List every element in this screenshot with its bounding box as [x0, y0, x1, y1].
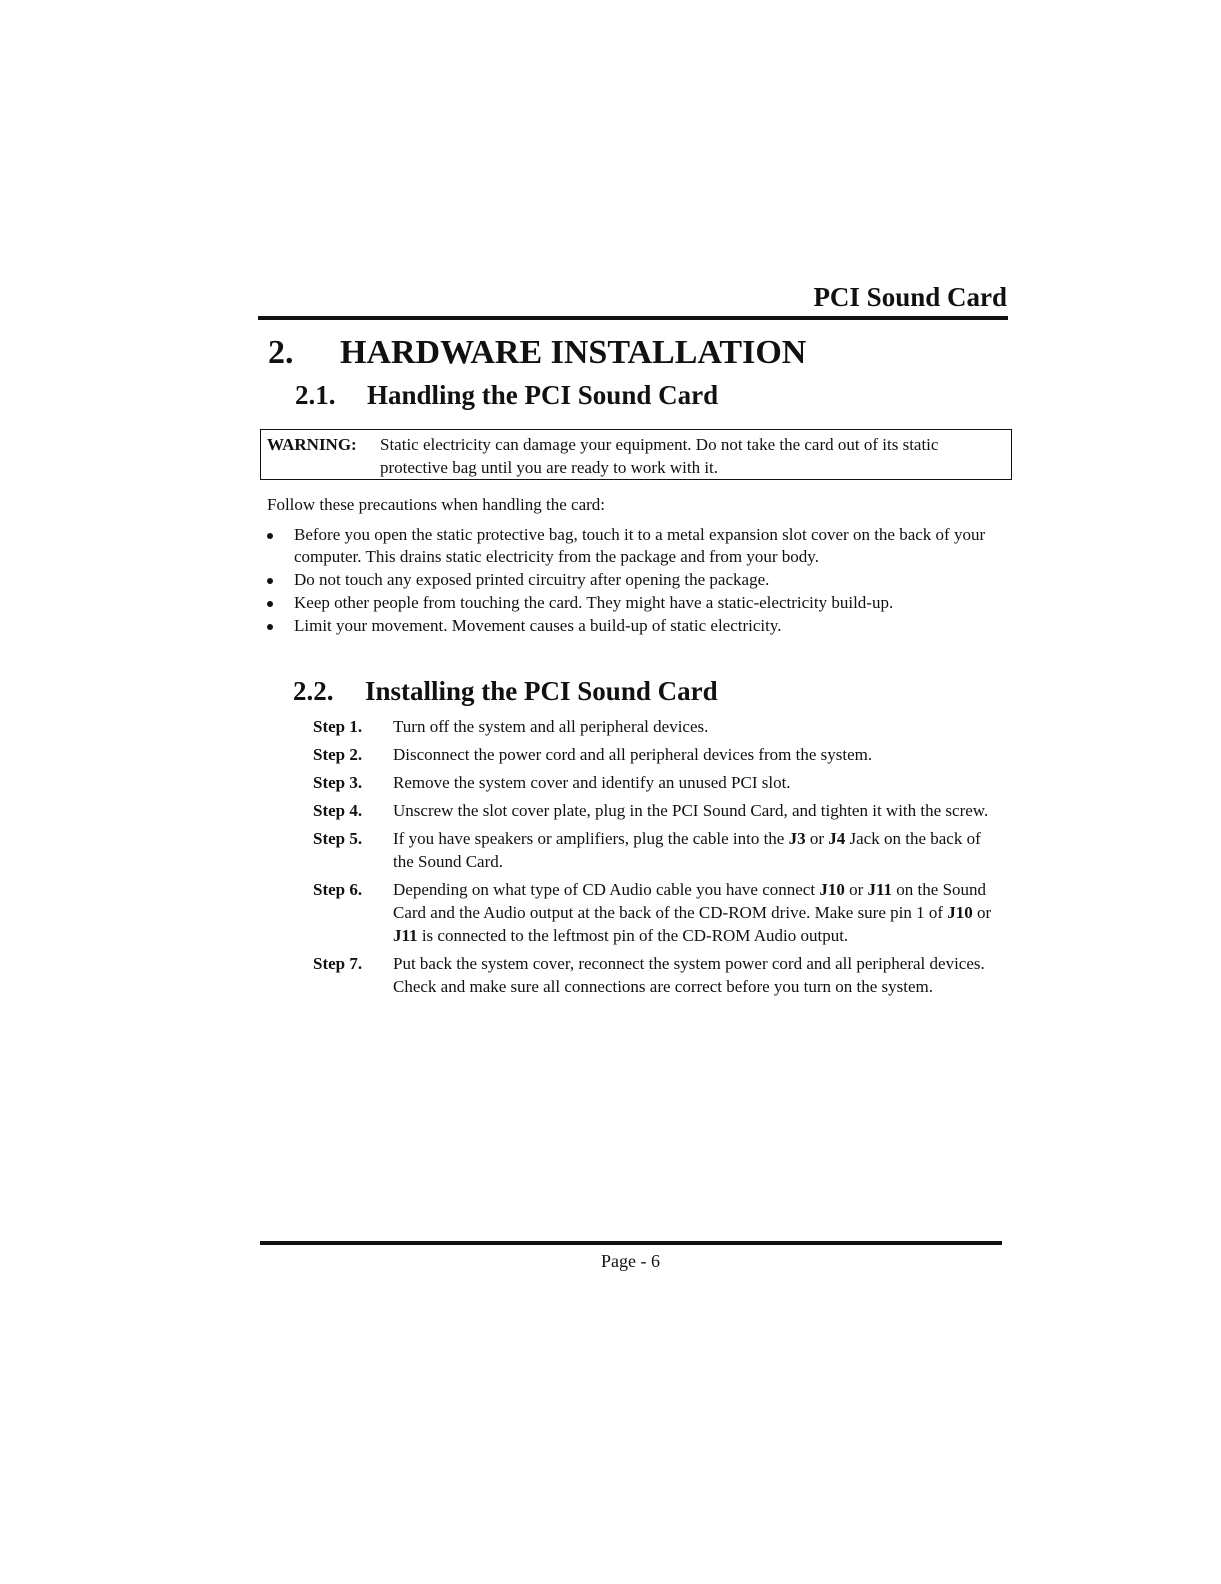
connector-label: J11	[393, 926, 418, 945]
connector-label: J10	[947, 903, 973, 922]
step-text-part: or	[844, 880, 868, 899]
header-rule	[258, 316, 1008, 320]
step-label: Step 2.	[313, 745, 363, 764]
section-number: 2.	[268, 334, 294, 371]
step-text-part: on the Sound Card and the Audio output at the back of the CD-ROM drive. Make sure pin 1 of	[393, 880, 987, 922]
list-item-text: Keep other people from touching the card. They might have a static-electricity build-up.	[294, 593, 894, 612]
step-text-part: or	[972, 903, 992, 922]
step-label: Step 1.	[313, 717, 363, 736]
step-item	[313, 771, 1013, 794]
step-item	[313, 715, 1013, 738]
bullet-icon	[267, 624, 273, 630]
page-number: Page - 6	[601, 1251, 660, 1271]
step-label: Step 3.	[313, 773, 363, 792]
precautions-intro: Follow these precautions when handling the card:	[267, 495, 606, 514]
step-text	[393, 827, 1003, 873]
step-item	[313, 743, 1013, 766]
subsection-number: 2.1.	[295, 380, 336, 410]
bullet-icon	[267, 601, 273, 607]
step-label: Step 6.	[313, 880, 363, 899]
step-text-part: Depending on what type of CD Audio cable you have connect	[393, 880, 820, 899]
bullet-icon	[267, 578, 273, 584]
jack-label: J4	[828, 829, 846, 848]
footer-rule	[260, 1241, 1002, 1245]
bullet-icon	[267, 533, 273, 539]
step-text: Remove the system cover and identify an unused PCI slot.	[393, 773, 791, 792]
step-label: Step 4.	[313, 801, 363, 820]
list-item	[265, 524, 1010, 568]
step-item	[313, 952, 1013, 998]
installation-steps	[313, 715, 1013, 1003]
step-item	[313, 799, 1013, 822]
step-label: Step 5.	[313, 829, 363, 848]
running-header-title: PCI Sound Card	[813, 282, 1007, 312]
step-text-part: is connected to the leftmost pin of the CD-ROM Audio output.	[417, 926, 849, 945]
step-text-part: or	[805, 829, 829, 848]
step-text: Turn off the system and all peripheral devices.	[393, 717, 709, 736]
subsection-heading-handling	[295, 380, 718, 411]
step-label: Step 7.	[313, 954, 363, 973]
warning-text: Static electricity can damage your equipment. Do not take the card out of its static protective bag until you are ready to work with it.	[380, 435, 939, 477]
step-text: Unscrew the slot cover plate, plug in the PCI Sound Card, and tighten it with the screw.	[393, 801, 989, 820]
connector-label: J10	[819, 880, 845, 899]
connector-label: J11	[867, 880, 893, 899]
section-title: HARDWARE INSTALLATION	[340, 334, 807, 371]
subsection-title: Installing the PCI Sound Card	[365, 676, 718, 706]
subsection-title: Handling the PCI Sound Card	[367, 380, 719, 410]
list-item-text: Before you open the static protective bag, touch it to a metal expansion slot cover on the back of your computer. This drains static electricity from the package and from your body.	[294, 525, 986, 566]
subsection-number: 2.2.	[293, 676, 334, 706]
step-text-part: If you have speakers or amplifiers, plug the cable into the	[393, 829, 789, 848]
list-item	[265, 615, 1010, 637]
subsection-heading-installing	[293, 676, 718, 707]
warning-box	[260, 429, 1012, 480]
step-text	[393, 878, 1003, 947]
step-text: Disconnect the power cord and all peripheral devices from the system.	[393, 745, 873, 764]
step-item	[313, 878, 1013, 947]
list-item	[265, 569, 1010, 591]
jack-label: J3	[788, 829, 806, 848]
warning-label: WARNING:	[267, 435, 357, 454]
list-item	[265, 592, 1010, 614]
step-text-part: Jack on the back of the Sound Card.	[393, 829, 981, 871]
section-heading	[268, 334, 806, 372]
list-item-text: Do not touch any exposed printed circuitry after opening the package.	[294, 570, 770, 589]
step-text: Put back the system cover, reconnect the system power cord and all peripheral devices. Check and make sure all connections are correct before you turn on the system.	[393, 954, 985, 996]
precautions-list	[265, 524, 1010, 638]
step-item	[313, 827, 1013, 873]
list-item-text: Limit your movement. Movement causes a build-up of static electricity.	[294, 616, 782, 635]
